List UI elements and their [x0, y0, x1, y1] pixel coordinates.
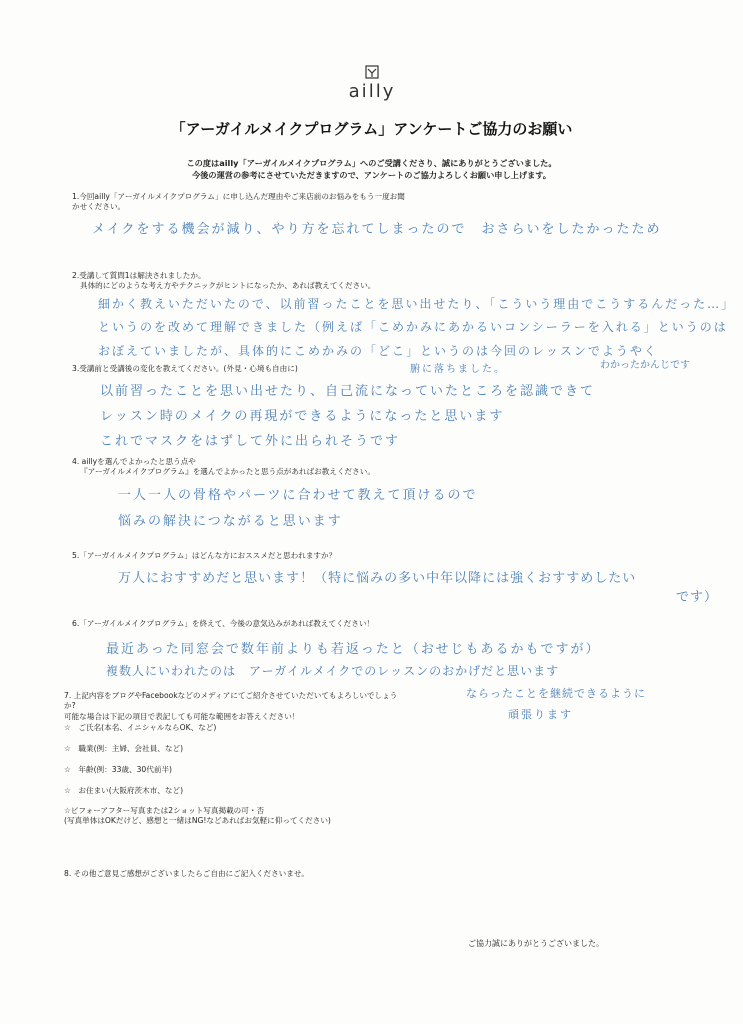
answer-2-line-1: 細かく教えいただいたので、以前習ったことを思い出せたり、「こういう理由でこうするんだった…」 [98, 297, 736, 311]
brand-logo [336, 64, 408, 102]
answer-6-line-1: 最近あった同窓会で数年前よりも若返ったと（おせじもあるかもですが） [106, 642, 601, 657]
question-7-item-occupation: ☆ 職業(例：主婦、会社員、など) [64, 744, 184, 753]
question-7-line-2: か? [64, 701, 76, 710]
question-7-item-name: ☆ ご氏名(本名、イニシャルならOK、など) [64, 723, 217, 732]
question-8: 8. その他ご意見ご感想がございましたらご自由にご記入くださいませ。 [64, 869, 309, 878]
question-7-item-age: ☆ 年齢(例：33歳、30代前半) [64, 765, 172, 774]
answer-5-line-2: です） [676, 590, 719, 605]
answer-3-line-3: これでマスクをはずして外に出られそうです [100, 434, 401, 449]
answer-1-line-1: メイクをする機会が減り、やり方を忘れてしまったので おさらいをしたかったため [92, 222, 662, 237]
question-7-item-residence: ☆ お住まい(大阪府茨木市、など) [64, 786, 184, 795]
question-4-line-1: 4. aillyを選んでよかったと思う点や [72, 457, 196, 466]
answer-2-line-5: わかったかんじです [600, 360, 690, 371]
closing-message: ご協力誠にありがとうございました。 [468, 939, 604, 948]
question-7-photo: ☆ビフォーアフター写真または2ショット写真掲載の可・否 [64, 806, 265, 815]
answer-6-line-4: 頑張ります [508, 708, 573, 721]
question-2-line-1: 2.受講して質問1は解決されましたか。 [72, 271, 206, 280]
question-6: 6.「アーガイルメイクプログラム」を終えて、今後の意気込みがあれば教えてください！ [72, 619, 375, 628]
answer-2-line-4: 腑に落ちました。 [410, 364, 506, 375]
question-4-line-2: 『アーガイルメイクプログラム』を選んでよかったと思う点があればお教えください。 [80, 467, 375, 476]
answer-2-line-2: というのを改めて理解できました（例えば「こめかみにあかるいコンシーラーを入れる」というのは [98, 320, 728, 334]
answer-3-line-2: レッスン時のメイクの再現ができるようになったと思います [100, 409, 505, 424]
answer-3-line-1: 以前習ったことを思い出せたり、自己流になっていたところを認識できて [100, 384, 596, 399]
question-5: 5.「アーガイルメイクプログラム」はどんな方におススメだと思われますか？ [72, 551, 337, 560]
question-7-line-3: 可能な場合は下記の項目で表記しても可能な範囲をお答えください！ [64, 712, 300, 721]
answer-2-line-3: おぼえていましたが、具体的にこめかみの「どこ」というのは今回のレッスンでようやく [98, 344, 658, 358]
question-7-line-1: 7. 上記内容をブログやFacebookなどのメディアにてご紹介させていただいてもよろしいでしょう [64, 691, 398, 700]
question-1-line-2: かせください。 [72, 202, 126, 211]
logo-icon [365, 65, 379, 79]
answer-5-line-1: 万人におすすめだと思います！（特に悩みの多い中年以降には強くおすすめしたい [118, 571, 637, 586]
answer-6-line-2: 複数人にいわれたのは アーガイルメイクでのレッスンのおかげだと思います [106, 664, 560, 678]
answer-6-line-3: ならったことを継続できるように [466, 687, 646, 700]
question-2-line-2: 具体的にどのような考え方やテクニックがヒントになったか、あれば教えてください。 [80, 281, 376, 290]
answer-4-line-1: 一人一人の骨格やパーツに合わせて教えて頂けるので [118, 488, 478, 503]
intro-line-2: 今後の運営の参考にさせていただきますので、アンケートのご協力よろしくお願い申し上げます。 [192, 170, 551, 180]
logo-text: ailly [348, 81, 396, 102]
intro-line-1: この度はailly「アーガイルメイクプログラム」へのご受講くださり、誠にありがとうございました。 [186, 158, 557, 168]
answer-4-line-2: 悩みの解決につながると思います [118, 514, 343, 529]
question-3: 3.受講前と受講後の変化を教えてください。(外見・心境も自由に) [72, 364, 298, 373]
question-7-photo-note: (写真単体はOKだけど、感想と一緒はNG!などあればお気軽に仰ってください) [64, 816, 331, 825]
survey-title: 「アーガイルメイクプログラム」アンケートご協力のお願い [170, 120, 573, 138]
question-1-line-1: 1.今回ailly「アーガイルメイクプログラム」に申し込んだ理由やご来店前のお悩みをもう一度お聞 [72, 192, 405, 201]
